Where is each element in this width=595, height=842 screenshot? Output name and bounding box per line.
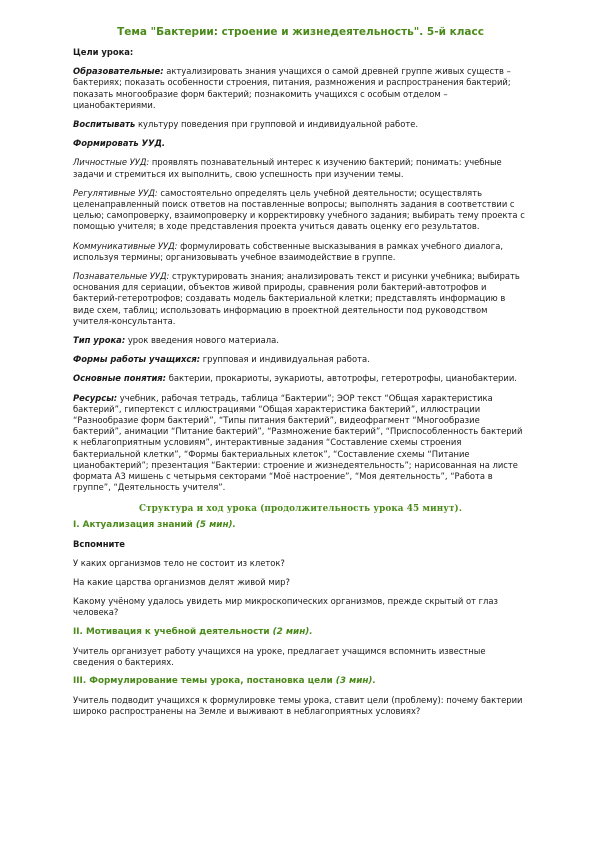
uud-heading: [73, 138, 528, 149]
motivation-text: Учитель организует работу учащихся на уроке, предлагает учащимся вспомнить известные сведения о бактериях.: [73, 645, 486, 667]
educational-text: актуализировать знания учащихся о самой древней группе живых существ – бактериях; показать особенности строения, питания, размножения и распространения бактерий; показать многообразие форм бактерий; познакомить учащихся с особым отделом – цианобактериями.: [73, 66, 511, 110]
concepts-label: Основные понятия:: [73, 373, 167, 384]
educational-goal: [73, 66, 528, 111]
remember-heading: [73, 539, 528, 550]
remember-heading-text: Вспомните: [73, 538, 125, 549]
regulative-text: самостоятельно определять цель учебной деятельности; осуществлять целенаправленный поиск ответов на поставленные вопросы; выполнять задания в соответствии с целью; самопроверку, взаимопроверку и корректировку учебного задания; выбирать тему проекта с помощью учителя; в ходе представления проекта учиться давать оценку его результатов.: [73, 187, 525, 232]
upbringing-goal: [73, 119, 528, 130]
personal-label: Личностные УУД:: [73, 157, 150, 168]
cognitive-uud: [73, 271, 528, 327]
concepts: [73, 373, 528, 384]
structure-heading: Структура и ход урока (продолжительность урока 45 минут).: [139, 503, 462, 514]
regulative-uud: [73, 188, 528, 233]
resources-text: учебник, рабочая тетрадь, таблица “Бактерии”; ЭОР текст “Общая характеристика бактерий”, гипертекст с иллюстрациями “Общая характеристика бактерий”, иллюстрации “Разнообразие форм бактерий”, “Типы питания бактерий”, видеофрагмент “Многообразие бактерий”, анимации “Питание бактерий”, “Размножение бактерий”, “Приспособленность бактерий к неблагоприятным условиям”, интерактивные задания “Составление схемы строения бактериальной клетки”, “Формы бактериальных клеток”, “Составление схемы “Питание цианобактерий”; презентация “Бактерии: строение и жизнедеятельность”; нарисованная на листе формата А3 мишень с четырьмя секторами “Моё настроение”, “Моя деятельность”, “Работа в группе”, “Деятельность учителя”.: [73, 392, 523, 493]
question-1: У каких организмов тело не состоит из клеток?: [73, 557, 285, 568]
work-forms-label: Формы работы учащихся:: [73, 354, 201, 365]
resources: [73, 393, 528, 494]
upbringing-text: культуру поведения при групповой и индивидуальной работе.: [135, 119, 419, 130]
lesson-type: [73, 335, 528, 346]
section-3-time: (3 мин).: [335, 675, 376, 686]
lesson-type-text: урок введения нового материала.: [125, 335, 279, 346]
section-2-heading: [73, 627, 528, 638]
page-title: Тема "Бактерии: строение и жизнедеятельность". 5-й класс: [117, 26, 484, 38]
communicative-label: Коммуникативные УУД:: [73, 240, 178, 251]
personal-text: проявлять познавательный интерес к изучению бактерий; понимать: учебные задачи и стремиться их выполнить, свою успешность при изучении темы.: [73, 157, 502, 179]
communicative-uud: [73, 241, 528, 263]
formulation-text: Учитель подводит учащихся к формулировке темы урока, ставит цели (проблему): почему бактерии широко распространены на Земле и выживают в неблагоприятных условиях?: [73, 694, 523, 717]
communicative-text: формулировать собственные высказывания в рамках учебного диалога, используя термины; организовывать учебное взаимодействие в группе.: [73, 240, 503, 262]
section-2-title: II. Мотивация к учебной деятельности: [73, 626, 270, 637]
uud-heading-text: Формировать УУД.: [73, 138, 166, 149]
section-1-time: (5 мин).: [195, 519, 236, 530]
section-3-title: III. Формулирование темы урока, постановка цели: [73, 675, 333, 686]
goals-heading-text: Цели урока:: [73, 47, 134, 57]
section-2-time: (2 мин).: [272, 626, 313, 637]
educational-label: Образовательные:: [73, 66, 164, 77]
section-3-heading: [73, 676, 528, 687]
concepts-text: бактерии, прокариоты, эукариоты, автотрофы, гетеротрофы, цианобактерии.: [166, 373, 517, 384]
personal-uud: [73, 157, 528, 179]
question-3: Какому учёному удалось увидеть мир микроскопических организмов, прежде скрытый от глаз человека?: [73, 596, 498, 618]
section-1-heading: [73, 520, 528, 531]
work-forms-text: групповая и индивидуальная работа.: [200, 354, 370, 365]
document-page: [73, 26, 528, 725]
question-2: На какие царства организмов делят живой мир?: [73, 576, 290, 587]
cognitive-text: структурировать знания; анализировать текст и рисунки учебника; выбирать основания для сериации, объектов живой природы, сравнения роли бактерий-автотрофов и бактерий-гетеротрофов; создавать модель бактериальной клетки; представлять информацию в виде схем, таблиц; использовать информацию в проектной деятельности под руководством учителя-консультанта.: [73, 271, 520, 326]
upbringing-label: Воспитывать: [73, 119, 136, 130]
work-forms: [73, 354, 528, 365]
resources-label: Ресурсы:: [73, 392, 118, 403]
section-1-title: I. Актуализация знаний: [73, 519, 193, 530]
lesson-type-label: Тип урока:: [73, 335, 126, 346]
cognitive-label: Познавательные УУД:: [73, 271, 170, 282]
goals-heading: [73, 47, 528, 58]
regulative-label: Регулятивные УУД:: [73, 187, 158, 198]
